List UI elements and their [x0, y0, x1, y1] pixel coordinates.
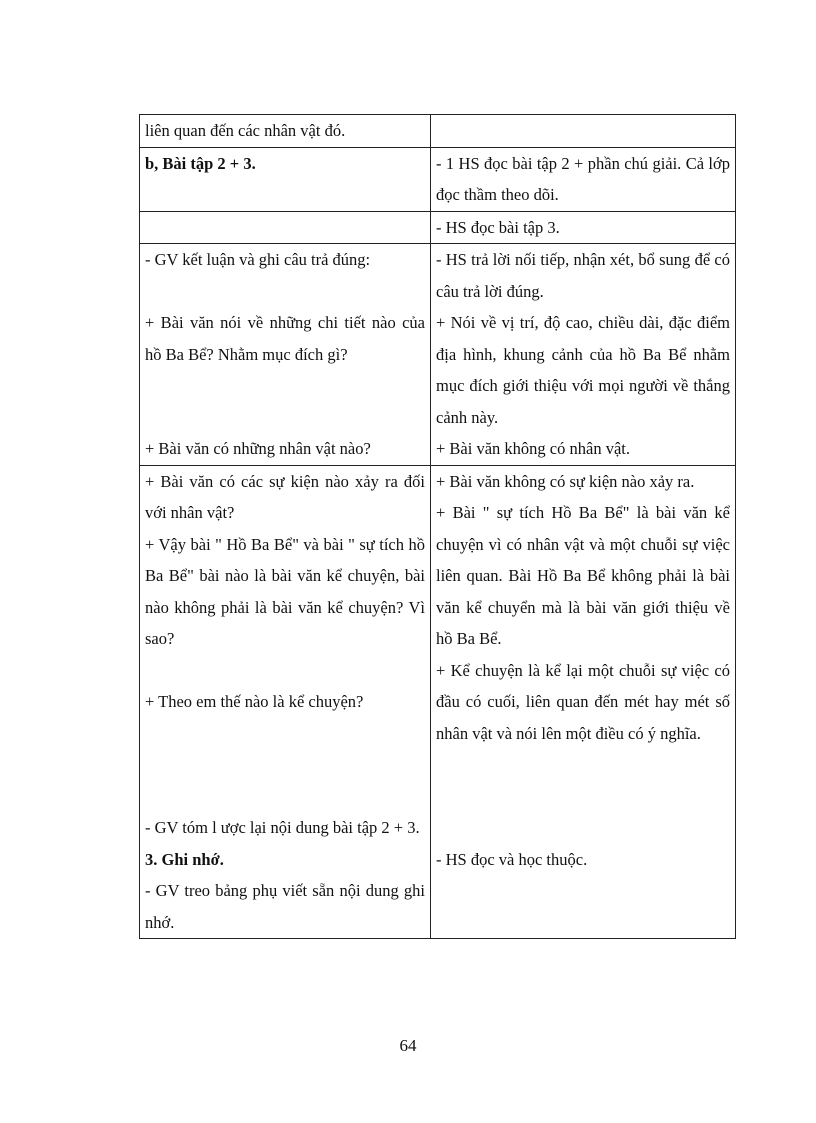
student-activity-cell [431, 147, 736, 211]
cell-text: - GV kết luận và ghi câu trả đúng: [145, 250, 371, 269]
student-activity-cell [431, 115, 736, 148]
table-row [140, 465, 736, 939]
student-activity-cell [431, 244, 736, 466]
section-heading: b, Bài tập 2 + 3. [145, 153, 256, 173]
cell-text: liên quan đến các nhân vật đó. [145, 121, 346, 140]
student-activity-cell [431, 211, 736, 244]
cell-text: - HS trả lời nối tiếp, nhận xét, bổ sung để có câu trả lời đúng. [436, 250, 730, 301]
teacher-activity-cell [140, 211, 431, 244]
table-row [140, 147, 736, 211]
table-row [140, 115, 736, 148]
table-row [140, 244, 736, 466]
cell-text: + Bài văn nói về những chi tiết nào của hồ Ba Bể? Nhằm mục đích gì? [145, 313, 425, 364]
teacher-activity-cell [140, 115, 431, 148]
cell-text: + Kể chuyện là kể lại một chuỗi sự việc có đầu có cuối, liên quan đến mét hay mét số nhân vật và nói lên một điều có ý nghĩa. [436, 660, 730, 743]
cell-text: - GV tóm l ược lại nội dung bài tập 2 + 3. [145, 818, 420, 837]
cell-text: + Theo em thế nào là kể chuyện? [145, 692, 364, 711]
cell-text: - GV treo bảng phụ viết sẵn nội dung ghi nhớ. [145, 881, 425, 932]
cell-text: + Bài văn có các sự kiện nào xảy ra đối với nhân vật? [145, 471, 425, 522]
cell-text: + Bài văn không có sự kiện nào xảy ra. [436, 471, 695, 491]
page-number: 64 [399, 1036, 417, 1055]
teacher-activity-cell [140, 465, 431, 939]
lesson-plan-table [139, 114, 736, 939]
cell-text: + Bài văn có những nhân vật nào? [145, 439, 371, 458]
cell-text: - HS đọc bài tập 3. [436, 217, 560, 237]
student-activity-cell [431, 465, 736, 939]
teacher-activity-cell [140, 147, 431, 211]
section-heading: 3. Ghi nhớ. [145, 849, 224, 869]
table-row [140, 211, 736, 244]
cell-text: + Vậy bài " Hồ Ba Bể" và bài " sự tích hồ Ba Bể" bài nào là bài văn kể chuyện, bài nào không phải là bài văn kể chuyện? Vì sao? [145, 534, 425, 648]
cell-text: - 1 HS đọc bài tập 2 + phần chú giải. Cả lớp đọc thầm theo dõi. [436, 153, 730, 204]
cell-text: + Bài văn không có nhân vật. [436, 439, 630, 458]
teacher-activity-cell [140, 244, 431, 466]
cell-text: - HS đọc và học thuộc. [436, 849, 588, 869]
cell-text: + Nói về vị trí, độ cao, chiều dài, đặc điểm địa hình, khung cảnh của hồ Ba Bể nhằm mục đích giới thiệu với mọi người về thắng cảnh này. [436, 313, 730, 427]
cell-text: + Bài " sự tích Hồ Ba Bể" là bài văn kể chuyện vì có nhân vật và một chuỗi sự việc liên quan. Bài Hồ Ba Bể không phải là bài văn kể chuyển mà là bài văn giới thiệu về hồ Ba Bể. [436, 503, 730, 648]
